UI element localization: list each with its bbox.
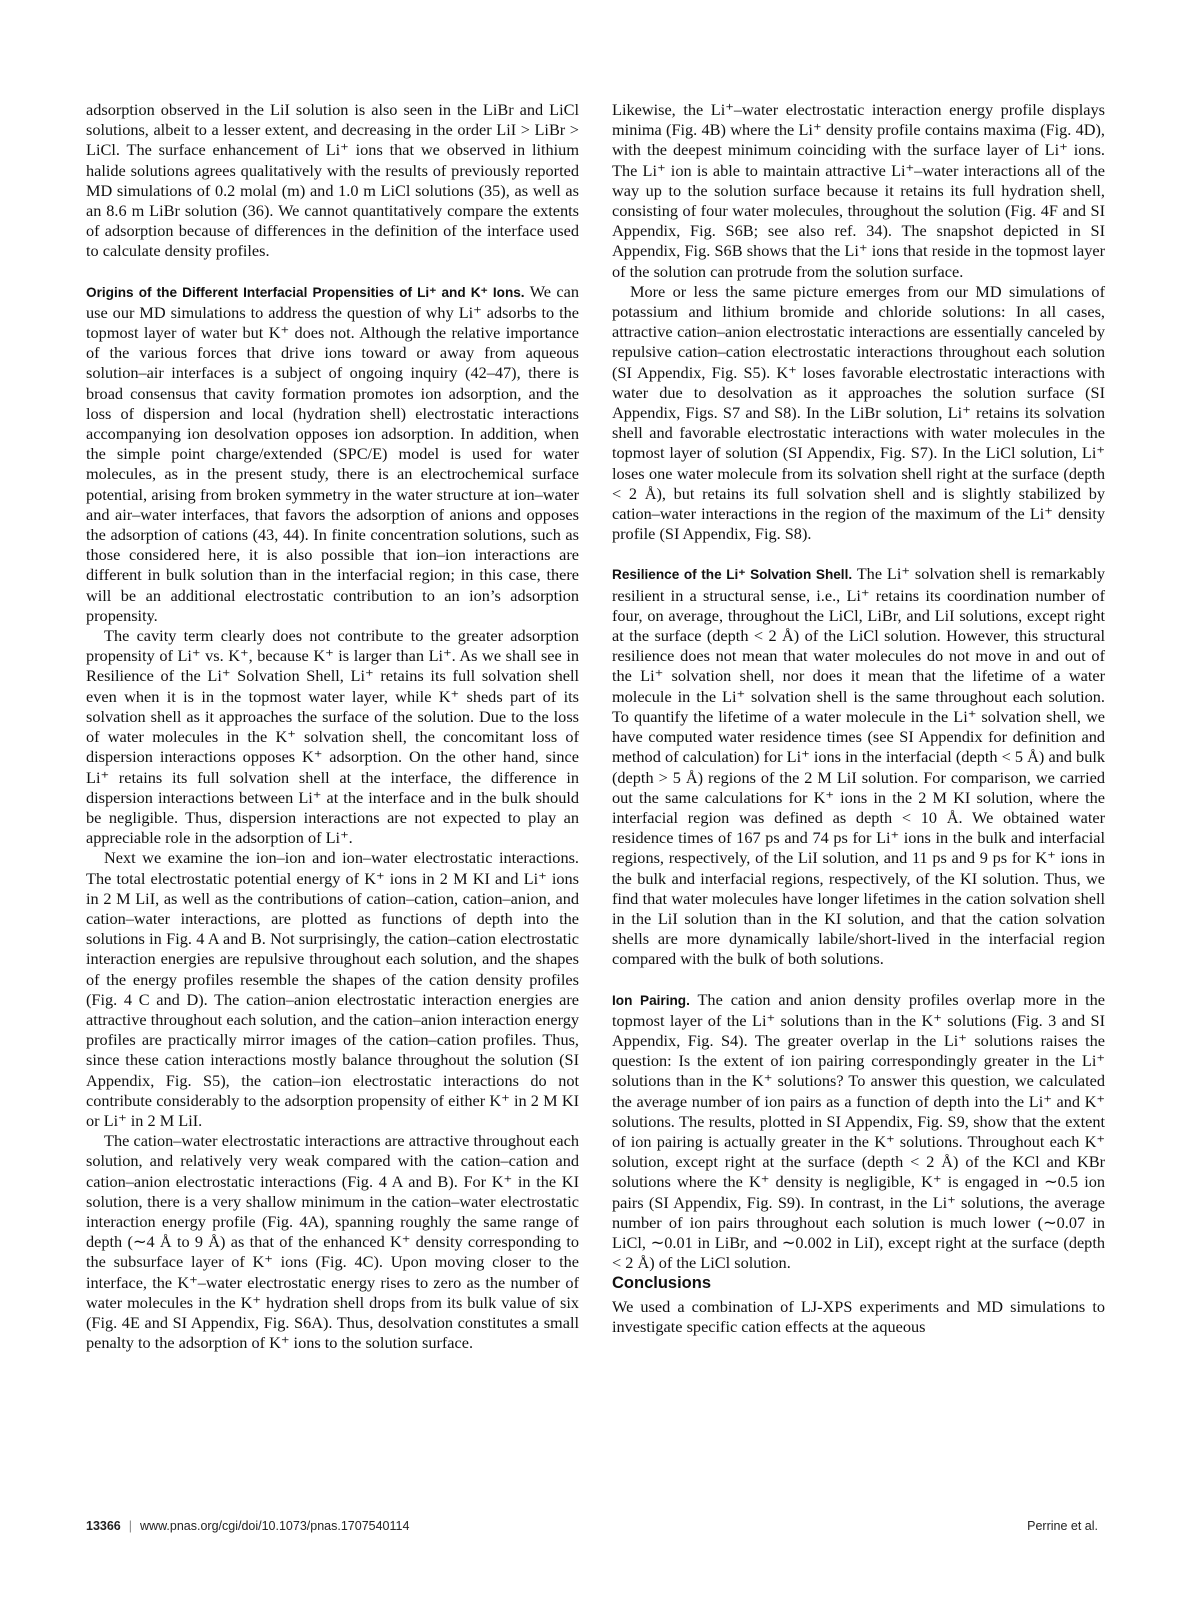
page-number: 13366 — [86, 1519, 121, 1533]
left-column — [86, 100, 579, 1353]
section-heading-resilience: Resilience of the Li⁺ Solvation Shell. — [612, 567, 853, 583]
paragraph: We used a combination of LJ-XPS experiments and MD simulations to investigate specific cation effects at the aqueous — [612, 1296, 1105, 1336]
section-heading-origins: Origins of the Different Interfacial Propensities of Li⁺ and K⁺ Ions. — [86, 284, 525, 300]
paragraph-resilience — [612, 564, 1105, 969]
conclusions-heading: Conclusions — [612, 1274, 712, 1293]
paragraph-origins — [86, 282, 579, 626]
paragraph-text: We can use our MD simulations to address the question of why Li⁺ adsorbs to the topmost layer of water but K⁺ does not. Although the relative importance of the various forces that drive ions toward or away from aqueous solution–air interfaces is a subject of ongoing inquiry (42–47), there is broad consensus that cavity formation promotes ion adsorption, and the loss of dispersion and local (hydration shell) electrostatic interactions accompanying ion desolvation opposes ion adsorption. In addition, when the simple point charge/extended (SPC/E) model is used for water molecules, as in the present study, there is an electrochemical surface potential, arising from broken symmetry in the water structure at ion–water and air–water interfaces, that favors the adsorption of anions and opposes the adsorption of cations (43, 44). In finite concentration solutions, such as those considered here, it is also possible that ion–ion interactions are different in bulk solution than in the interfacial region; in this case, there will be an additional electrostatic contribution to an ion’s adsorption propensity. — [86, 281, 580, 625]
section-heading-ion-pairing: Ion Pairing. — [612, 992, 690, 1008]
paragraph: adsorption observed in the LiI solution is also seen in the LiBr and LiCl solutions, albeit to a lesser extent, and decreasing in the order LiI > LiBr > LiCl. The surface enhancement of Li⁺ ions that we observed in lithium halide solutions agrees qualitatively with the results of previously reported MD simulations of 0.2 molal (m) and 1.0 m LiCl solutions (35), as well as an 8.6 m LiBr solution (36). We cannot quantitatively compare the extents of adsorption because of differences in the definition of the interface used to calculate density profiles. — [86, 100, 579, 261]
paragraph: More or less the same picture emerges from our MD simulations of potassium and lithium bromide and chloride solutions: In all cases, attractive cation–anion electrostatic interactions are essentially canceled by repulsive cation–cation electrostatic interactions throughout each solution (SI Appendix, Fig. S5). K⁺ loses favorable electrostatic interactions with water due to desolvation as it approaches the solution surface (SI Appendix, Figs. S7 and S8). In the LiBr solution, Li⁺ retains its solvation shell and favorable electrostatic interactions with water molecules in the topmost layer of solution (SI Appendix, Fig. S7). In the LiCl solution, Li⁺ loses one water molecule from its solvation shell right at the surface (depth < 2 Å), but retains its full solvation shell and is slightly stabilized by cation–water interactions in the region of the maximum of the Li⁺ density profile (SI Appendix, Fig. S8). — [612, 281, 1105, 544]
paragraph: The cavity term clearly does not contribute to the greater adsorption propensity of Li⁺ vs. K⁺, because K⁺ is larger than Li⁺. As we shall see in Resilience of the Li⁺ Solvation Shell, Li⁺ retains its full solvation shell even when it is in the topmost water layer, while K⁺ sheds part of its solvation shell as it approaches the surface of the solution. Due to the loss of water molecules in the K⁺ solvation shell, the concomitant loss of dispersion interactions opposes K⁺ adsorption. On the other hand, since Li⁺ retains its full solvation shell at the interface, the difference in dispersion interactions between Li⁺ at the interface and in the bulk should be negligible. Thus, dispersion interactions are not expected to play an appreciable role in the adsorption of Li⁺. — [86, 626, 579, 848]
paragraph: Likewise, the Li⁺–water electrostatic interaction energy profile displays minima (Fig. 4B) where the Li⁺ density profile contains maxima (Fig. 4D), with the deepest minimum coinciding with the surface layer of Li⁺ ions. The Li⁺ ion is able to maintain attractive Li⁺–water interactions all of the way up to the solution surface because it retains its full hydration shell, consisting of four water molecules, throughout the solution (Fig. 4F and SI Appendix, Fig. S6B; see also ref. 34). The snapshot depicted in SI Appendix, Fig. S6B shows that the Li⁺ ions that reside in the topmost layer of the solution can protrude from the solution surface. — [612, 100, 1105, 281]
page-footer — [86, 1519, 1098, 1537]
paragraph: Next we examine the ion–ion and ion–water electrostatic interactions. The total electrostatic potential energy of K⁺ ions in 2 M KI and Li⁺ ions in 2 M LiI, as well as the contributions of cation–cation, cation–anion, and cation–water interactions, are plotted as functions of depth into the solutions in Fig. 4 A and B. Not surprisingly, the cation–cation electrostatic interaction energies are repulsive throughout each solution, and the shapes of the energy profiles resemble the shapes of the cation density profiles (Fig. 4 C and D). The cation–anion electrostatic interaction energies are attractive throughout each solution, and the cation–anion interaction energy profiles are practically mirror images of the cation–cation profiles. Thus, since these cation interactions mostly balance throughout the solution (SI Appendix, Fig. S5), the cation–ion electrostatic interactions do not contribute considerably to the adsorption propensity of either K⁺ in 2 M KI or Li⁺ in 2 M LiI. — [86, 848, 579, 1130]
paragraph: The cation–water electrostatic interactions are attractive throughout each solution, and relatively very weak compared with the cation–cation and cation–anion electrostatic interactions (Fig. 4 A and B). For K⁺ in the KI solution, there is a very shallow minimum in the cation–water electrostatic interaction energy profile (Fig. 4A), spanning roughly the same range of depth (∼4 Å to 9 Å) as that of the enhanced K⁺ density corresponding to the subsurface layer of K⁺ ions (Fig. 4C). Upon moving closer to the interface, the K⁺–water electrostatic energy rises to zero as the number of water molecules in the K⁺ hydration shell drops from its bulk value of six (Fig. 4E and SI Appendix, Fig. S6A). Thus, desolvation constitutes a small penalty to the adsorption of K⁺ ions to the solution surface. — [86, 1131, 579, 1353]
paragraph-ion-pairing — [612, 990, 1105, 1274]
paragraph-text: The Li⁺ solvation shell is remarkably resilient in a structural sense, i.e., Li⁺ retains its coordination number of four, on average, throughout the LiCl, LiBr, and LiI solutions, except right at the surface (depth < 2 Å) of the LiCl solution. However, this structural resilience does not mean that water molecules do not move in and out of the Li⁺ solvation shell, nor does it mean that the lifetime of a water molecule in the Li⁺ solvation shell is the same throughout each solution. To quantify the lifetime of a water molecule in the Li⁺ solvation shell, we have computed water residence times (see SI Appendix for definition and method of calculation) for Li⁺ ions in the interfacial (depth < 5 Å) and bulk (depth > 5 Å) regions of the 2 M LiI solution. For comparison, we carried out the same calculations for K⁺ ions in the 2 M KI solution, where the interfacial region was defined as depth < 10 Å. We obtained water residence times of 167 ps and 74 ps for Li⁺ ions in the bulk and interfacial regions, respectively, of the LiI solution, and 11 ps and 9 ps for K⁺ ions in the bulk and interfacial regions, respectively, of the KI solution. Thus, we find that water molecules have longer lifetimes in the cation solvation shell in the LiI solution than in the KI solution, and that the cation solvation shells are more dynamically labile/short-lived in the interfacial region compared with the bulk of both solutions. — [612, 564, 1105, 969]
paragraph-text: The cation and anion density profiles overlap more in the topmost layer of the Li⁺ solutions than in the K⁺ solutions (Fig. 3 and SI Appendix, Fig. S4). The greater overlap in the Li⁺ solutions raises the question: Is the extent of ion pairing correspondingly greater in the Li⁺ solutions than in the K⁺ solutions? To answer this question, we calculated the average number of ion pairs as a function of depth into the Li⁺ and K⁺ solutions. The results, plotted in SI Appendix, Fig. S9, show that the extent of ion pairing is actually greater in the K⁺ solutions. Throughout each K⁺ solution, except right at the surface (depth < 2 Å) of the KCl and KBr solutions where the K⁺ density is negligible, K⁺ is engaged in ∼0.5 ion pairs (SI Appendix, Fig. S9). In contrast, in the Li⁺ solutions, the average number of ion pairs throughout each solution is much lower (∼0.07 in LiCl, ∼0.01 in LiBr, and ∼0.002 in LiI), except right at the surface (depth < 2 Å) of the LiCl solution. — [612, 989, 1106, 1273]
footer-separator: | — [128, 1519, 133, 1533]
footer-authors: Perrine et al. — [1027, 1519, 1098, 1533]
right-column — [612, 100, 1105, 1337]
doi-link[interactable]: www.pnas.org/cgi/doi/10.1073/pnas.1707540114 — [140, 1519, 410, 1533]
